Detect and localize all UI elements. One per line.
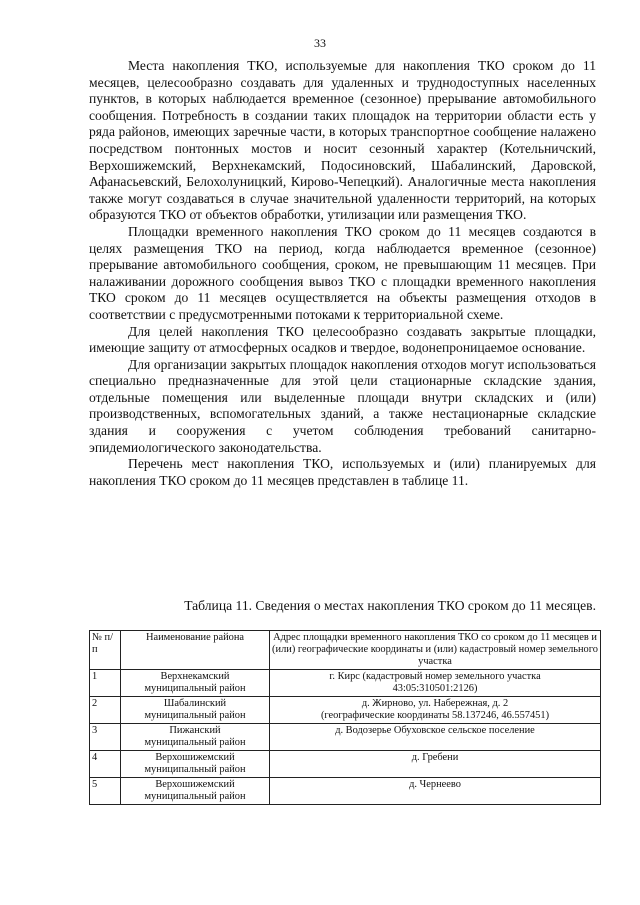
row-address	[270, 670, 601, 697]
row-address	[270, 697, 601, 724]
address-line: (географические координаты 58.137246, 46.557451)	[320, 710, 550, 721]
district-type: муниципальный район	[144, 764, 246, 775]
table-header-row	[90, 631, 601, 670]
district-name: Верхошижемский	[155, 779, 235, 790]
paragraph: Для целей накопления ТКО целесообразно создавать закрытые площадки, имеющие защиту от атмосферных осадков и твердое, водонепроницаемое основание.	[89, 323, 596, 356]
header-number: № п/п	[90, 631, 121, 670]
address-line: д. Чернеево	[409, 779, 461, 790]
row-district	[121, 670, 270, 697]
paragraph: Перечень мест накопления ТКО, используемых и (или) планируемых для накопления ТКО сроком до 11 месяцев представлен в таблице 11.	[89, 456, 596, 488]
table-row	[90, 778, 601, 805]
header-district: Наименование района	[121, 631, 270, 670]
row-district	[121, 724, 270, 751]
row-district	[121, 751, 270, 778]
paragraph: Площадки временного накопления ТКО сроком до 11 месяцев создаются в целях размещения ТКО на период, когда наблюдается временное (сезонное) прерывание автомобильного сообщения, сроком, не превышающим 11 месяцев. При налаживании дорожного сообщения вывоз ТКО с площадки временного накопления ТКО сроком до 11 месяцев осуществляется на объекты размещения отходов в соответствии с предусмотренными потоками к территориальной схеме.	[89, 223, 596, 322]
district-type: муниципальный район	[144, 791, 246, 802]
address-line: 43:05:310501:2126)	[392, 683, 478, 694]
table-caption: Таблица 11. Сведения о местах накопления ТКО сроком до 11 месяцев.	[184, 598, 596, 613]
district-type: муниципальный район	[144, 683, 246, 694]
address-line: д. Водозерье Обуховское сельское поселение	[335, 725, 535, 736]
table-row	[90, 697, 601, 724]
row-number: 5	[90, 778, 121, 805]
row-number: 3	[90, 724, 121, 751]
district-name: Верхошижемский	[155, 752, 235, 763]
district-name: Верхнекамский	[160, 671, 230, 682]
body-text	[89, 58, 596, 489]
header-address: Адрес площадки временного накопления ТКО со сроком до 11 месяцев и (или) географические координаты и (или) кадастровый номер земельного участка	[270, 631, 601, 670]
row-district	[121, 697, 270, 724]
paragraph: Для организации закрытых площадок накопления отходов могут использоваться специально предназначенные для этой цели стационарные складские здания, отдельные помещения или выделенные площади внутри складских и (или) производственных, вспомогательных зданий, а также нестационарные складские здания и сооружения с учетом соблюдения требований санитарно-эпидемиологического законодательства.	[89, 356, 596, 455]
row-number: 2	[90, 697, 121, 724]
table-row	[90, 751, 601, 778]
district-type: муниципальный район	[144, 710, 246, 721]
address-line: д. Жирново, ул. Набережная, д. 2	[361, 698, 509, 709]
row-address	[270, 751, 601, 778]
address-line: г. Кирс (кадастровый номер земельного участка	[329, 671, 541, 682]
row-number: 1	[90, 670, 121, 697]
places-table	[89, 630, 601, 805]
district-name: Пижанский	[169, 725, 221, 736]
table-row	[90, 670, 601, 697]
row-number: 4	[90, 751, 121, 778]
district-type: муниципальный район	[144, 737, 246, 748]
table-row	[90, 724, 601, 751]
page-number: 33	[314, 36, 326, 50]
row-district	[121, 778, 270, 805]
row-address	[270, 778, 601, 805]
address-line: д. Гребени	[411, 752, 459, 763]
paragraph: Места накопления ТКО, используемые для накопления ТКО сроком до 11 месяцев, целесообразно создавать для удаленных и труднодоступных населенных пунктов, в которых наблюдается временное (сезонное) прерывание автомобильного сообщения. Потребность в создании таких площадок на территории области есть у ряда районов, имеющих заречные части, в которых транспортное сообщение налажено посредством понтонных мостов и носит сезонный характер (Котельничский, Верхошижемский, Верхнекамский, Подосиновский, Шабалинский, Даровской, Афанасьевский, Белохолуницкий, Кирово-Чепецкий). Аналогичные места накопления также могут создаваться в случае значительной удаленности территорий, на которых образуются ТКО от объектов обработки, утилизации или размещения ТКО.	[89, 58, 596, 223]
district-name: Шабалинский	[163, 698, 227, 709]
row-address	[270, 724, 601, 751]
